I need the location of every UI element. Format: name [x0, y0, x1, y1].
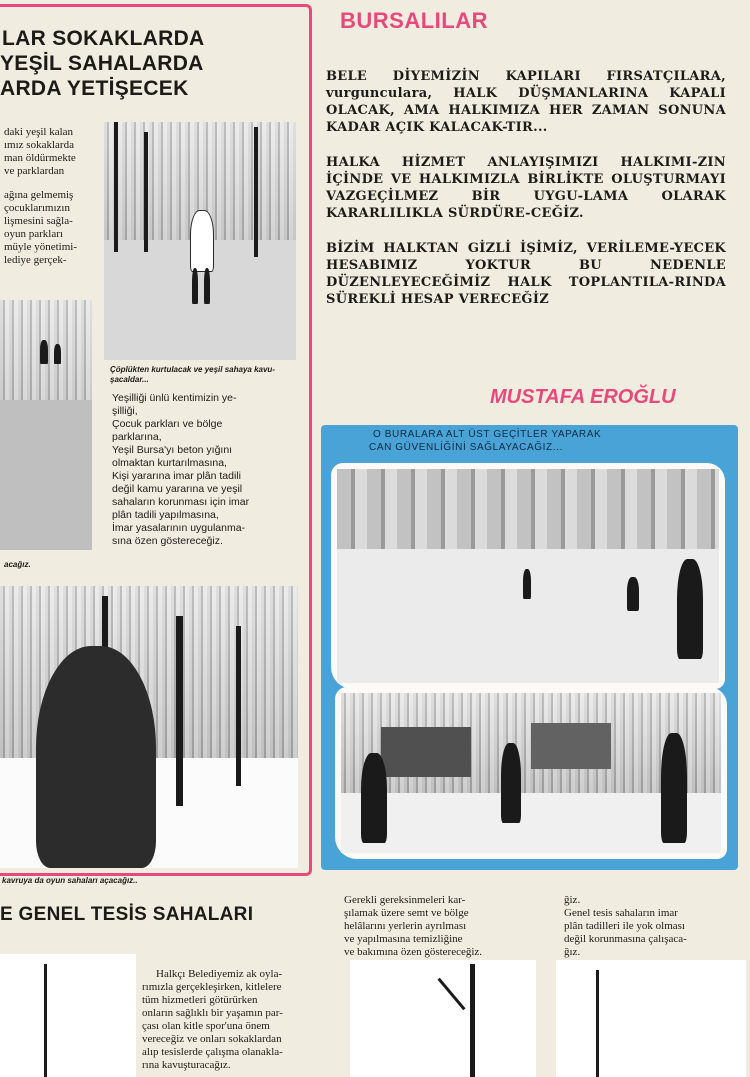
middle-line: ve yapılmasına temizliğine [344, 933, 463, 945]
torn-paper-2 [335, 687, 727, 859]
intro-line: man öldürmekte [4, 152, 76, 164]
manifesto-paragraph-3: BİZİM HALKTAN GİZLİ İŞİMİZ, VERİLEME-YECEK HESABIMIZ YOKTUR BU NEDENLE DÜZENLEYECEĞİMİZ HALK TOPLANTILA-RINDA SÜREKLİ HESAP VERECEĞİZ [326, 241, 726, 307]
intro-line: ağına gelmemiş [4, 189, 74, 201]
pledge-line: Yeşilliği ünlü kentimizin ye- [112, 392, 237, 404]
photo2-caption: kavruya da oyun sahaları açacağız.. [2, 876, 138, 885]
body-line: alıp tesislerde çalışma olanakla- [142, 1046, 283, 1058]
pledge-line: Yeşil Bursa'yı beton yığını [112, 444, 233, 456]
photo1-caption: Çöplükten kurtulacak ve yeşil sahaya kavu-şacaldar... [110, 365, 275, 384]
pledge-line: sına özen göstereceğiz. [112, 535, 223, 547]
left-photo-caption: acağız. [4, 560, 31, 569]
blue-caption-line-1: O BURALARA ALT ÜST GEÇİTLER YAPARAK [373, 429, 602, 440]
intro-line: çocuklarımızın [4, 202, 70, 214]
right-line: Genel tesis sahaların imar [564, 907, 678, 919]
section-title-bursalilar: BURSALILAR [340, 8, 488, 33]
torn-paper-1 [331, 463, 725, 689]
bottom-left-photo [0, 954, 136, 1077]
intro-line: ımız sokaklarda [4, 139, 74, 151]
pledge-line: parklarına, [112, 431, 162, 443]
child-trees-photo [0, 586, 298, 868]
right-line: değil korunmasına çalışaca- [564, 933, 687, 945]
middle-line: Gerekli gereksinmeleri kar- [344, 894, 466, 906]
signature-mustafa-eroglu: MUSTAFA EROĞLU [490, 386, 676, 408]
manifesto-paragraph-1: BELE DİYEMİZİN KAPILARI FIRSATÇILARA, vurgunculara, HALK DÜŞMANLARINA KAPALI OLACAK, AMA HALKIMIZA HER ZAMAN SONUNA KADAR AÇIK KALACAK-TIR... [326, 69, 726, 135]
street-photo-2 [341, 693, 721, 853]
bottom-right-photo [556, 960, 746, 1077]
intro-line: lediye gerçek- [4, 254, 67, 266]
bottom-body-text [142, 968, 332, 1072]
intro-line: daki yeşil kalan [4, 126, 74, 138]
right-line: plân tadilleri ile yok olması [564, 920, 685, 932]
body-line: rımızla gerçekleşirken, kitlelere [142, 981, 282, 993]
intro-line: oyun parkları [4, 228, 63, 240]
street-photo-1 [337, 469, 719, 683]
blue-photo-box [321, 425, 738, 870]
body-line: rına kavuşturacağız. [142, 1059, 231, 1071]
pledge-line: şilliği, [112, 405, 138, 417]
middle-column-text [344, 894, 520, 959]
pledge-line: İmar yasalarının uygulanma- [112, 522, 246, 534]
right-column-text [564, 894, 744, 959]
bottom-heading: E GENEL TESİS SAHALARI [0, 904, 254, 925]
child-photo [104, 122, 296, 360]
middle-line: şılamak üzere semt ve bölge [344, 907, 469, 919]
bottom-middle-photo [350, 960, 536, 1077]
manifesto-paragraph-2: HALKA HİZMET ANLAYIŞIMIZI HALKIMI-ZIN İÇİNDE VE HALKIMIZLA BİRLİKTE OLUŞTURMAYI VAZGEÇİLMEZ BİR UYGU-LAMA OLARAK KARARLILIKLA SÜRDÜRE-CEĞİZ. [326, 155, 726, 221]
body-line: çası olan kitle spor'una önem [142, 1020, 270, 1032]
pledge-list [112, 392, 302, 548]
headline-line-3: ARDA YETİŞECEK [0, 77, 189, 100]
body-line: Halkçı Belediyemiz ak oyla- [156, 968, 283, 980]
pledge-line: Kişi yararına imar plân tadili [112, 470, 241, 482]
middle-line: ve bakımına özen göstereceğiz. [344, 946, 483, 958]
pledge-line: değil kamu yararına ve yeşil [112, 483, 243, 495]
headline-block [0, 26, 300, 101]
body-line: tüm hizmetleri götürürken [142, 994, 258, 1006]
right-line: ğiz. [564, 894, 581, 906]
headline-line-1: LAR SOKAKLARDA [2, 27, 205, 50]
body-line: vereceğiz ve onları sokaklardan [142, 1033, 282, 1045]
manifesto-text [326, 68, 726, 326]
left-field-photo [0, 300, 92, 550]
pledge-line: sahaların korunması için imar [112, 496, 250, 508]
middle-line: helâlarını yerlerin ayrılması [344, 920, 467, 932]
intro-line: lişmesini sağla- [4, 215, 73, 227]
intro-line: müyle yönetimi- [4, 241, 78, 253]
intro-line: ve parklardan [4, 165, 65, 177]
intro-text [4, 126, 96, 267]
right-line: ğız. [564, 946, 581, 958]
pledge-line: plân tadili yapılmasına, [112, 509, 219, 521]
body-line: onların sağlıklı bir yaşamın par- [142, 1007, 283, 1019]
blue-caption-line-2: CAN GÜVENLİĞİNİ SAĞLAYACAĞIZ... [369, 442, 563, 453]
intro-line [4, 178, 96, 189]
pledge-line: olmaktan kurtarılmasına, [112, 457, 227, 469]
headline-line-2: YEŞİL SAHALARDA [0, 52, 204, 75]
pledge-line: Çocuk parkları ve bölge [112, 418, 223, 430]
